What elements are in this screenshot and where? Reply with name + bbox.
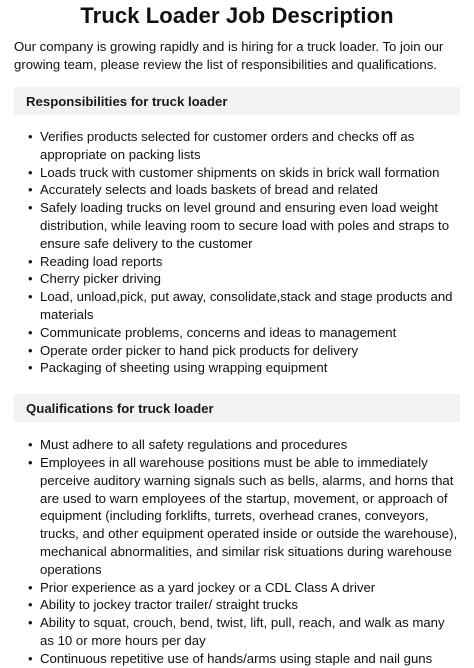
list-item-text: Ability to squat, crouch, bend, twist, lift, pull, reach, and walk as many as 10 or more hours per day (40, 615, 445, 648)
list-item-text: Safely loading trucks on level ground and ensuring even load weight distribution, while leaving room to secure load with poles and straps to ensure safe delivery to the customer (40, 200, 450, 251)
qualifications-header: Qualifications for truck loader (14, 394, 460, 422)
list-item (28, 270, 460, 288)
bullet-icon: • (28, 129, 33, 144)
list-item-text: Reading load reports (40, 253, 163, 269)
list-item (28, 614, 460, 650)
intro-paragraph: Our company is growing rapidly and is hiring for a truck loader. To join our growing team, please review the list of responsibilities and qualifications. (14, 39, 444, 72)
list-item-text: Continuous repetitive use of hands/arms using staple and nail guns (40, 650, 433, 666)
list-item-text: Must adhere to all safety regulations and procedures (40, 437, 348, 453)
list-item-text: Communicate problems, concerns and ideas to management (40, 324, 397, 340)
bullet-icon: • (28, 454, 33, 470)
list-item-text: Accurately selects and loads baskets of bread and related (40, 182, 378, 198)
list-item (28, 128, 460, 164)
list-item (28, 454, 460, 579)
list-item-text: Ability to jockey tractor trailer/ straight trucks (40, 597, 298, 613)
bullet-icon: • (28, 437, 33, 453)
qualifications-list (14, 436, 460, 667)
bullet-icon: • (28, 650, 33, 666)
list-item-text: Verifies products selected for customer orders and checks off as appropriate on packing lists (40, 129, 415, 162)
bullet-icon: • (28, 579, 33, 595)
list-item (28, 199, 460, 252)
list-item-text: Employees in all warehouse positions must be able to immediately perceive auditory warning signals such as bells, alarms, and horns that are used to warn employees of the startup, movement, or approach of equipment (including forklifts, turrets, overhead cranes, conveyors, trucks, and other equipment operated inside or outside the warehouse), mechanical abnormalities, and similar risk situations during warehouse operations (40, 454, 458, 577)
list-item-text: Loads truck with customer shipments on skids in brick wall formation (40, 164, 440, 180)
list-item-text: Operate order picker to hand pick products for delivery (40, 342, 359, 358)
bullet-icon: • (28, 200, 33, 216)
responsibilities-header: Responsibilities for truck loader (14, 87, 460, 115)
list-item (28, 596, 460, 614)
bullet-icon: • (28, 360, 33, 376)
list-item (28, 288, 460, 324)
list-item (28, 342, 460, 360)
bullet-icon: • (28, 289, 33, 305)
bullet-icon: • (28, 164, 33, 180)
list-item (28, 253, 460, 271)
bullet-icon: • (28, 182, 33, 198)
responsibilities-list (14, 128, 460, 377)
bullet-icon: • (28, 342, 33, 358)
list-item (28, 359, 460, 377)
list-item-text: Load, unload,pick, put away, consolidate,stack and stage products and materials (40, 289, 453, 322)
bullet-icon: • (28, 615, 33, 631)
bullet-icon: • (28, 253, 33, 269)
list-item (28, 181, 460, 199)
page-title: Truck Loader Job Description (80, 3, 394, 28)
list-item (28, 650, 460, 668)
list-item (28, 324, 460, 342)
list-item-text: Prior experience as a yard jockey or a CDL Class A driver (40, 579, 376, 595)
list-item (28, 579, 460, 597)
list-item (28, 436, 460, 454)
list-item (28, 164, 460, 182)
list-item-text: Packaging of sheeting using wrapping equipment (40, 360, 328, 376)
list-item-text: Cherry picker driving (40, 271, 161, 287)
bullet-icon: • (28, 324, 33, 340)
bullet-icon: • (28, 597, 33, 613)
bullet-icon: • (28, 271, 33, 287)
